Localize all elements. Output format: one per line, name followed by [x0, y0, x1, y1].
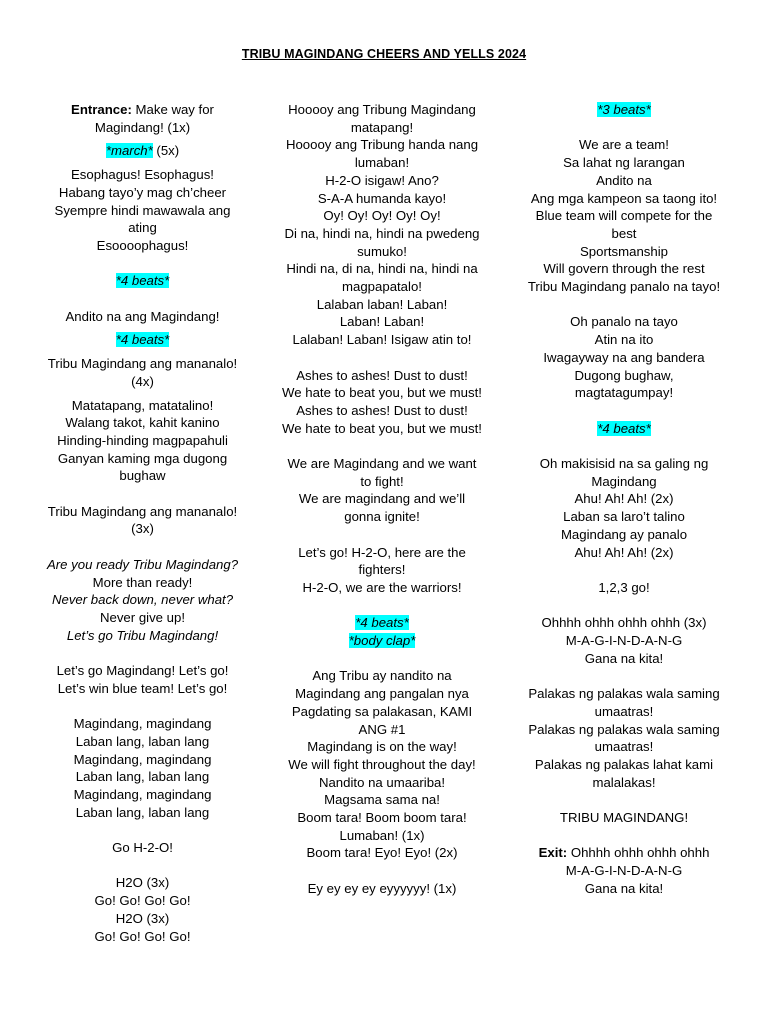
beats-cue: *4 beats* — [115, 273, 170, 289]
verse-line: We hate to beat you, but we must! — [282, 420, 482, 436]
body-clap-cue: *body clap* — [348, 633, 416, 649]
exit-text: Ohhhh ohhh ohhh ohhh — [570, 845, 710, 861]
verse-line: Blue team will compete for the best — [535, 208, 713, 241]
verse-line: Hindi na, di na, hindi na, hindi na magpapatalo! — [286, 261, 478, 295]
h2o-verse — [40, 874, 245, 945]
verse-line: Dugong bughaw, magtatagumpay! — [574, 367, 674, 401]
verse-line: We are a team! — [579, 137, 669, 153]
verse-line: Let’s go Tribu Magindang! — [66, 627, 219, 643]
verse-line: M-A-G-I-N-D-A-N-G — [565, 633, 683, 648]
verse-line: Gana na kita! — [584, 880, 664, 896]
verse-line: Magindang is on the way! — [307, 739, 457, 755]
verse-line: Oy! Oy! Oy! Oy! Oy! — [323, 208, 441, 224]
verse-line: Esophagus! Esophagus! — [71, 167, 214, 183]
verse-line: Pagdating sa palakasan, KAMI ANG #1 — [291, 703, 473, 737]
verse-line: We are magindang and we’ll gonna ignite! — [298, 491, 466, 525]
verse-line: More than ready! — [92, 574, 193, 590]
verse-line: Oh makisisid na sa galing ng Magindang — [539, 456, 709, 489]
mananalo-line: Tribu Magindang ang mananalo! (3x) — [47, 503, 238, 537]
ashes-verse — [282, 367, 482, 438]
andito-line: Andito na ang Magindang! — [65, 308, 220, 324]
verse-line: H-2-O, we are the warriors! — [302, 579, 462, 595]
beats-cue: *4 beats* — [355, 615, 409, 631]
makisisid-verse — [524, 455, 724, 561]
verse-line: Laban sa laro’t talino — [563, 509, 685, 525]
entrance-line — [40, 101, 245, 136]
letsgo-verse — [40, 662, 245, 697]
verse-line: M-A-G-I-N-D-A-N-G — [565, 863, 683, 879]
ohhhh-verse — [524, 614, 724, 667]
verse-line: Andito na — [596, 172, 652, 188]
verse-line: We are Magindang and we want to fight! — [287, 456, 477, 489]
verse-line: Never back down, never what? — [51, 592, 234, 608]
verse-line: Magindang, magindang — [73, 786, 212, 802]
verse-line: Ashes to ashes! Dust to dust! — [296, 367, 468, 383]
verse-line: Will govern through the rest — [543, 261, 705, 277]
verse-line: Magsama sama na! — [324, 792, 440, 808]
march-cue-line — [40, 142, 245, 160]
column-1 — [40, 101, 245, 945]
column-2 — [282, 101, 482, 898]
cue-block — [282, 614, 482, 649]
verse-line: Sportsmanship — [580, 243, 668, 259]
exit-label: Exit: — [538, 845, 568, 861]
beats-cue: *3 beats* — [597, 102, 651, 117]
verse-line: Are you ready Tribu Magindang? — [46, 556, 239, 572]
esophagus-verse — [40, 166, 245, 255]
exit-verse — [524, 844, 724, 897]
march-count: (5x) — [152, 143, 180, 159]
verse-line: H2O (3x) — [115, 910, 170, 926]
palakas-verse — [524, 685, 724, 791]
verse-line: Ganyan kaming mga dugong bughaw — [57, 450, 228, 484]
verse-line: Tribu Magindang panalo na tayo! — [527, 279, 721, 295]
verse-line: Laban lang, laban lang — [75, 733, 210, 749]
verse-line: Matatapang, matatalino! — [71, 397, 214, 413]
verse-line: Lumaban! (1x) — [339, 827, 425, 843]
go-h2o-line: Go H-2-O! — [112, 840, 173, 856]
verse-line: Laban! Laban! — [339, 314, 425, 330]
document-title: TRIBU MAGINDANG CHEERS AND YELLS 2024 — [241, 47, 527, 61]
verse-line: We will fight throughout the day! — [288, 756, 476, 772]
verse-line: Ohhhh ohhh ohhh ohhh (3x) — [541, 615, 707, 631]
verse-line: Go! Go! Go! Go! — [94, 928, 191, 944]
verse-line: Iwagayway na ang bandera — [543, 349, 705, 365]
verse-line: Hooooy ang Tribung Magindang matapang! — [288, 102, 476, 135]
verse-line: Let’s go! H-2-O, here are the fighters! — [298, 544, 466, 578]
team-verse — [524, 136, 724, 295]
verse-line: Magindang, magindang — [73, 751, 212, 767]
verse-line: Atin na ito — [594, 332, 654, 348]
march-cue: *march* — [105, 143, 153, 159]
verse-line: Magindang, magindang — [73, 716, 212, 732]
verse-line: Boom tara! Boom boom tara! — [297, 810, 467, 826]
verse-line: Ahu! Ah! Ah! (2x) — [574, 544, 674, 560]
verse-line: Never give up! — [99, 609, 186, 625]
verse-line: Laban lang, laban lang — [75, 804, 210, 820]
we-are-verse — [282, 455, 482, 526]
verse-line: Gana na kita! — [584, 650, 664, 666]
entrance-label: Entrance: — [71, 102, 132, 117]
verse-line: Esoooophagus! — [96, 237, 189, 253]
entrance-text: Make way for Magindang! (1x) — [94, 102, 214, 135]
verse-line: Let’s win blue team! Let’s go! — [57, 680, 228, 696]
verse-line: S-A-A humanda kayo! — [317, 190, 447, 206]
verse-line: Go! Go! Go! Go! — [94, 893, 191, 909]
ey-line: Ey ey ey ey eyyyyyy! (1x) — [307, 880, 457, 896]
verse-line: Ang Tribu ay nandito na — [312, 668, 452, 684]
verse-line: Magindang ang pangalan nya — [295, 686, 469, 702]
beats-cue: *4 beats* — [115, 332, 170, 348]
verse-line: Sa lahat ng larangan — [563, 155, 685, 171]
ready-verse — [40, 556, 245, 645]
verse-line: Habang tayo’y mag ch’cheer — [58, 184, 227, 200]
beats-cue-line — [524, 420, 724, 438]
verse-line: Syempre hindi mawawala ang ating — [54, 202, 231, 236]
verse-line: H2O (3x) — [115, 875, 170, 891]
verse-line: Hooooy ang Tribung handa nang lumaban! — [285, 137, 479, 171]
verse-line: Ashes to ashes! Dust to dust! — [296, 402, 468, 418]
verse-line: H-2-O isigaw! Ano? — [325, 172, 439, 188]
tribu-shout-line: TRIBU MAGINDANG! — [559, 810, 689, 825]
mananalo-line: Tribu Magindang ang mananalo! (4x) — [47, 356, 238, 389]
matatapang-verse — [40, 397, 245, 486]
count-line: 1,2,3 go! — [598, 579, 650, 595]
beats-cue-line — [524, 101, 724, 119]
verse-line: Oh panalo na tayo — [570, 314, 678, 330]
magindang-verse — [40, 715, 245, 821]
verse-line: Hinding-hinding magpapahuli — [57, 432, 228, 448]
letsgo-verse — [282, 544, 482, 597]
column-3 — [524, 101, 724, 898]
verse-line: Ahu! Ah! Ah! (2x) — [574, 491, 674, 507]
verse-line: Di na, hindi na, hindi na pwedeng sumuko! — [284, 225, 480, 259]
verse-line: Let’s go Magindang! Let’s go! — [56, 663, 229, 679]
verse-line: Boom tara! Eyo! Eyo! (2x) — [306, 845, 458, 861]
panalo-verse — [524, 313, 724, 402]
tribu-verse — [282, 667, 482, 862]
beats-cue-line — [40, 331, 245, 349]
verse-line: Walang takot, kahit kanino — [65, 415, 220, 431]
beats-cue-line — [40, 272, 245, 290]
verse-line: Laban lang, laban lang — [75, 769, 210, 785]
verse-line: Magindang ay panalo — [560, 526, 688, 542]
verse-line: Ang mga kampeon sa taong ito! — [530, 190, 718, 206]
verse-line: We hate to beat you, but we must! — [282, 385, 482, 401]
verse-line: Nandito na umaariba! — [318, 774, 446, 790]
hooooy-verse — [282, 101, 482, 349]
verse-line: Lalaban laban! Laban! — [316, 296, 448, 312]
verse-line: Palakas ng palakas lahat kami malalakas! — [534, 756, 714, 790]
verse-line: Palakas ng palakas wala saming umaatras! — [528, 721, 720, 755]
verse-line: Palakas ng palakas wala saming umaatras! — [528, 686, 720, 719]
beats-cue: *4 beats* — [597, 420, 651, 436]
verse-line: Lalaban! Laban! Isigaw atin to! — [292, 332, 472, 348]
